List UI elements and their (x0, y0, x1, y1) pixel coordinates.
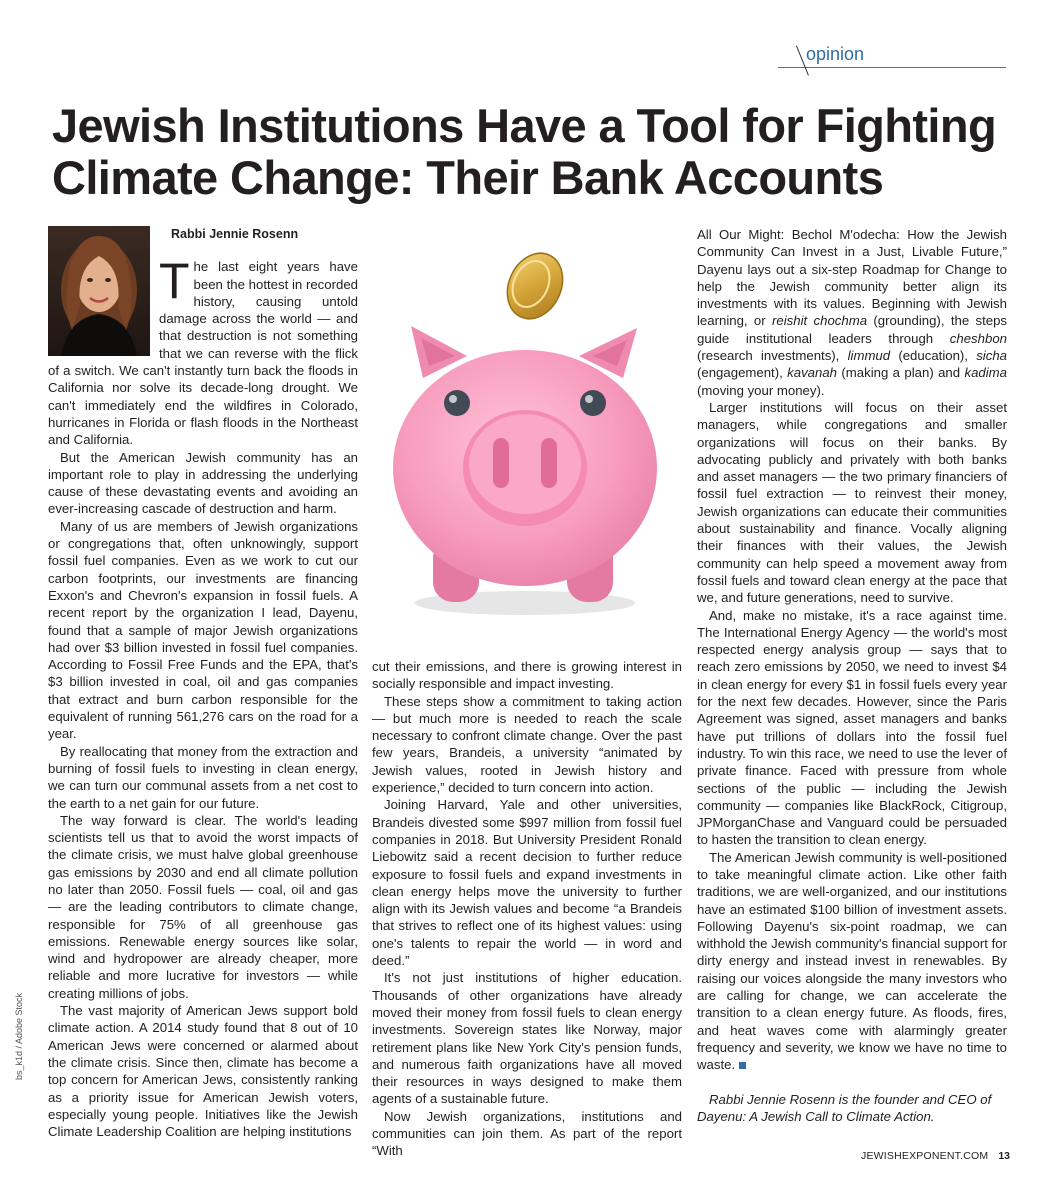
hebrew-term: limmud (847, 348, 891, 364)
article-column-2 (372, 658, 682, 1160)
coin-icon (497, 244, 573, 328)
page-number: 13 (998, 1150, 1010, 1162)
headline-line-2: Climate Change: Their Bank Accounts (52, 151, 884, 204)
footer-site: JEWISHEXPONENT.COM (861, 1150, 989, 1162)
paragraph (697, 849, 1007, 1074)
text-run: (making a plan) and (837, 365, 965, 381)
paragraph: Many of us are members of Jewish organizations or congregations that, often unknowingly, support fossil fuel companies. Even as we work to cut our carbon footprints, our investments are financing Exxon's and Chevron's expansion in fossil fuels. A recent report by the organization I lead, Dayenu, found that a sample of major Jewish organizations had over $3 billion invested in fossil fuel companies. According to Fossil Free Funds and the EPA, that's $3 billion invested in coal, oil and gas companies that extract and burn carbon responsible for the equivalent of running 561,276 cars on the road for a year. (48, 518, 358, 742)
paragraph: By reallocating that money from the extraction and burning of fossil fuels to investing in clean energy, we can turn our communal assets from a net cost to the earth to a net gain for our future. (48, 743, 358, 811)
text-run: All Our Might: Bechol M'odecha: How the Jewish Community Can Invest in a Just, Livable Future,” Dayenu lays out a six-step Roadmap for Change to help the Jewish community better align its investments with its values. Beginning with Jewish learning, or (697, 227, 1007, 329)
text-run: (research investments), (697, 348, 848, 364)
page-footer (820, 1150, 1010, 1162)
drop-cap: T (159, 253, 190, 310)
hebrew-term: sicha (976, 348, 1007, 364)
paragraph: Now Jewish organizations, institutions and communities can join them. As part of the report “With (372, 1108, 682, 1159)
article-column-1 (48, 226, 358, 1140)
paragraph: Joining Harvard, Yale and other universities, Brandeis divested some $997 million from fossil fuel companies in 2018. But University President Ronald Liebowitz said a recent decision to further reduce exposure to fossil fuels and expand investments in clean energy helps move the university to further align with its Jewish values and become “a Brandeis that strives to reflect one of its highest values: using one's talents to repair the world — in word and deed.” (372, 797, 682, 969)
piggy-bank-illustration (375, 238, 680, 653)
author-bio: Rabbi Jennie Rosenn is the founder and CEO of Dayenu: A Jewish Call to Climate Action. (697, 1091, 992, 1124)
article-column-3 (697, 226, 1007, 1125)
paragraph: And, make no mistake, it's a race against time. The International Energy Agency — the world's most respected energy analysis group — says that to reach zero emissions by 2050, we need to invest $4 in clean energy for every $1 in fossil fuels every year for the next few decades. However, since the Paris Agreement was signed, asset managers and banks have put trillions of dollars into the fossil fuel industry. To win this race, we need to use the lever of private finance. Faced with pressure from whole sections of the public — including the Jewish community — companies like BlackRock, Citigroup, JPMorganChase and Vanguard could be persuaded to hasten the transition to clean energy. (697, 607, 1007, 848)
paragraph: The vast majority of American Jews support bold climate action. A 2014 study found that 8 out of 10 American Jews were concerned or alarmed about the climate crisis. Since then, climate has become a top concern for American Jews, consistently ranking as a priority issue for American Jewish voters, especially young people. Initiatives like the Jewish Climate Leadership Coalition are helping institutions (48, 1003, 358, 1140)
paragraph: These steps show a commitment to taking action — but much more is needed to reach the scale necessary to confront climate change. Over the past few years, Brandeis, a university “animated by Jewish values, rooted in Jewish history and experience,” decided to turn concern into action. (372, 693, 682, 796)
end-mark-icon (739, 1062, 746, 1069)
text-run: (moving your money). (697, 382, 825, 398)
author-name: Rabbi Jennie Rosenn (171, 227, 299, 241)
text-run: (engagement), (697, 365, 788, 381)
paragraph: It's not just institutions of higher education. Thousands of other organizations have already moved their money from fossil fuels to clean energy investments. Sovereign states like Norway, major retirement plans like New York City's pension funds, and numerous faith organizations have all moved their resources in ways designed to make them agents of a sustainable future. (372, 970, 682, 1107)
closing-paragraph-text: The American Jewish community is well-positioned to take meaningful climate action. Like other faith traditions, we are well-organized, and our institutions have an estimated $100 billion of investment assets. Following Dayenu's six-point roadmap, we can withhold the Jewish community's financial support for dirty energy and instead invest in renewables. By raising our voices alongside the many investors who are calling for change, we can accelerate the transition to a clean energy future. As floods, fires, and heat waves come with alarmingly greater frequency and severity, we know we have no time to waste. (697, 849, 1007, 1073)
paragraph: Larger institutions will focus on their asset managers, while congregations and smaller organizations will focus on their banks. By advocating publicly and privately with both banks and asset managers — the two primary financiers of fossil fuel extraction — to reinvest their money, Jewish organizations can educate their communities about sustainability and finance. Vocally aligning their finances with their values, the Jewish community can help speed a movement away from fossil fuels and toward clean energy at the pace that we, and future generations, need to survive. (697, 399, 1007, 606)
section-tag (778, 44, 1006, 68)
hebrew-term: cheshbon (949, 330, 1007, 346)
section-label: opinion (806, 44, 865, 64)
headline-line-1: Jewish Institutions Have a Tool for Fighting (52, 99, 997, 152)
paragraph: The way forward is clear. The world's leading scientists tell us that to avoid the worst impacts of the climate crisis, we must halve global greenhouse gas emissions by 2030 and end all climate pollution no later than 2050. Fossil fuels — coal, oil and gas — are the leading contributors to climate change, responsible for 75% of all greenhouse gas emissions. Renewable energy sources like solar, wind and hydropower are already cheaper, more reliable and more lucrative for investors — while creating millions of jobs. (48, 812, 358, 1001)
hebrew-term: kadima (964, 365, 1007, 381)
paragraph (697, 226, 1007, 399)
paragraph: cut their emissions, and there is growing interest in socially responsible and impact investing. (372, 659, 682, 692)
hebrew-term: kavanah (787, 365, 838, 381)
text-run: (grounding), the steps guide institutional leaders through (697, 313, 1008, 346)
headline (52, 100, 1032, 204)
photo-credit: bs_k1d / Adobe Stock (14, 992, 24, 1080)
author-photo (48, 226, 150, 356)
paragraph: But the American Jewish community has an important role to play in addressing the underlying cause of these devastating events and avoiding an ever-increasing cascade of destruction and harm. (48, 449, 358, 517)
text-run: (education), (890, 348, 977, 364)
lead-paragraph-text: he last eight years have been the hottest in recorded history, causing untold damage across the world — and that destruction is not something that we can reverse with the flick of a switch. We can't instantly turn back the floods in California nor solve its decade-long drought. We can't immediately end the wildfires in Colorado, hurricanes in Florida or flash floods in the Northeast and California. (48, 259, 358, 448)
hebrew-term: reishit chochma (772, 313, 868, 329)
